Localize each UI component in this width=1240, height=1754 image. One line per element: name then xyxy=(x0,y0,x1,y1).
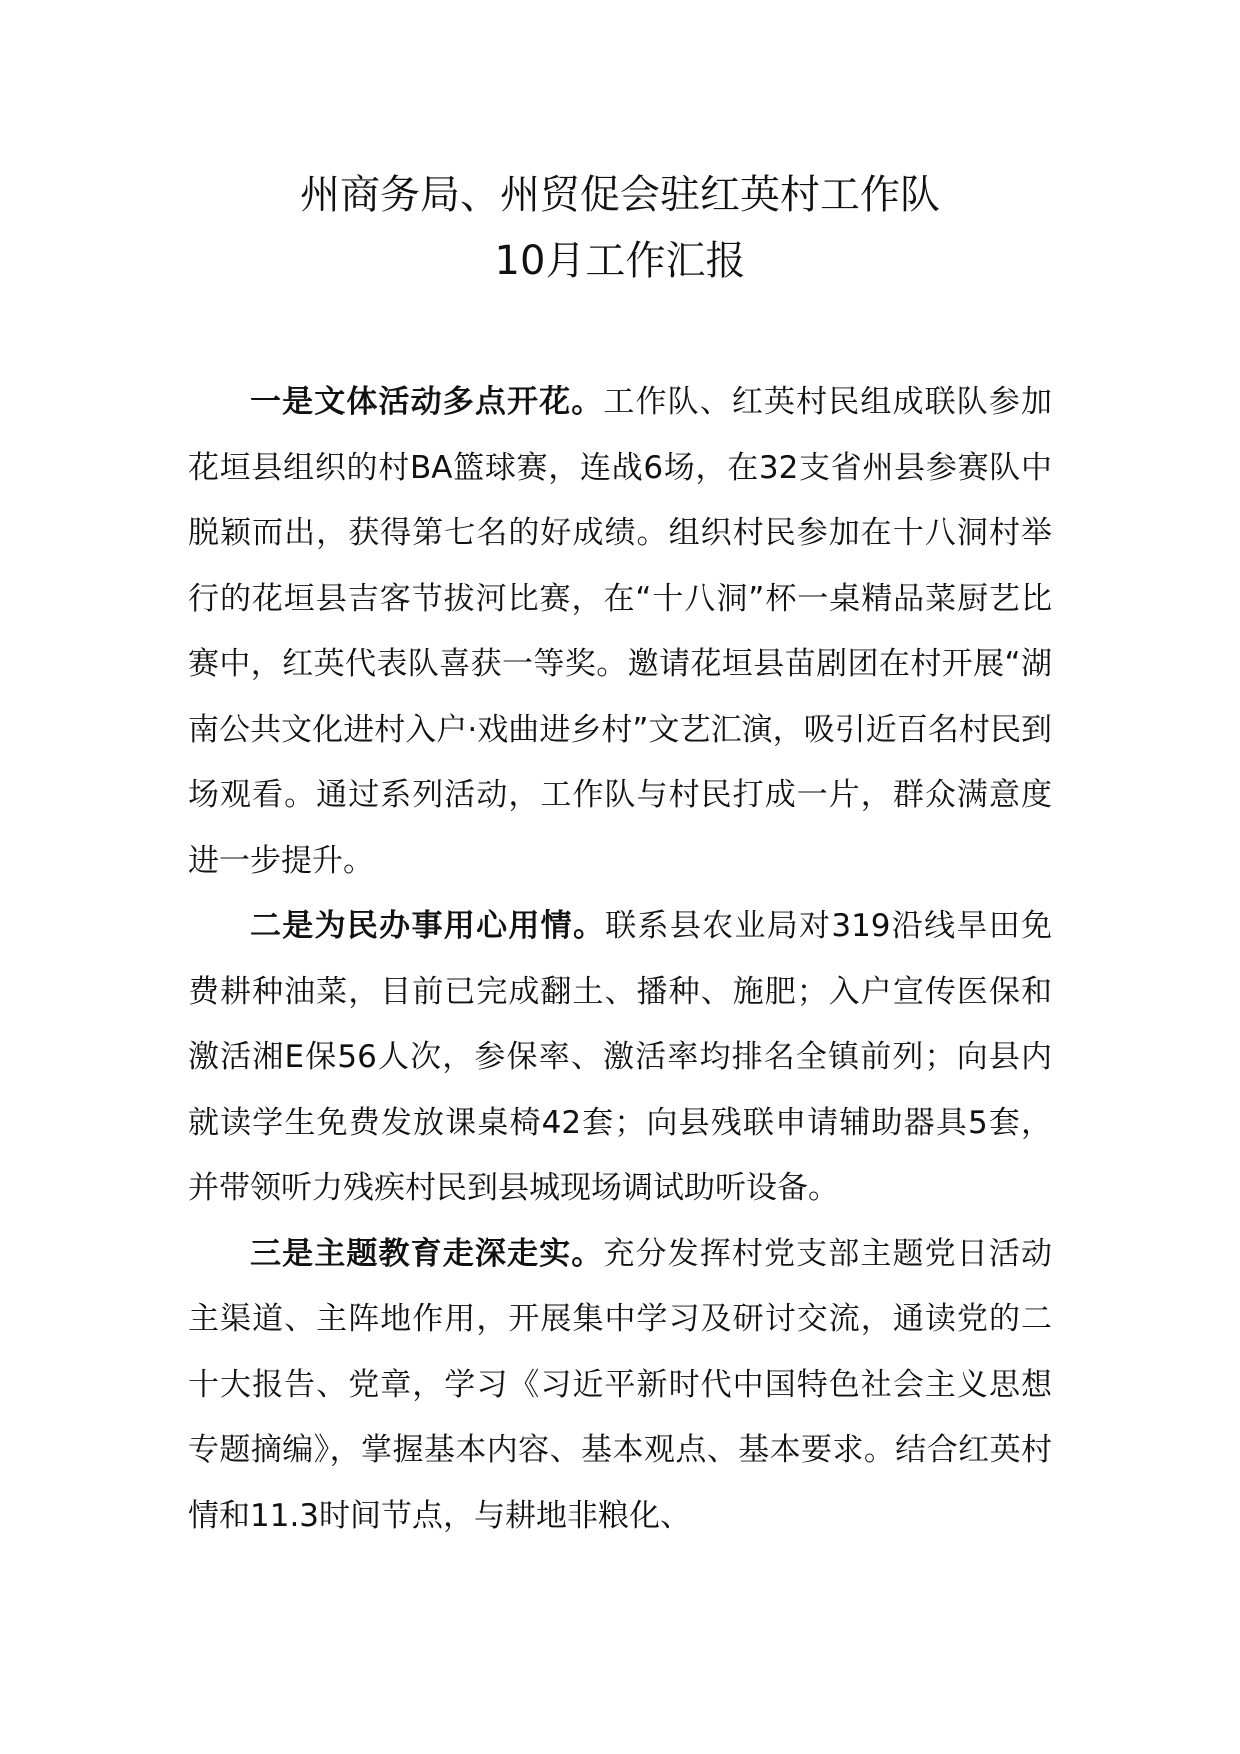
document-title-line-2: 10月工作汇报 xyxy=(494,238,746,284)
paragraph-lead: 二是为民办事用心用情。 xyxy=(250,908,606,944)
paragraph-theme-education xyxy=(188,1222,1052,1550)
document-body xyxy=(188,370,1052,1549)
paragraph-lead: 三是主题教育走深走实。 xyxy=(250,1235,604,1272)
paragraph-text: 工作队、红英村民组成联队参加花垣县组织的村BA篮球赛，连战6场，在32支省州县参赛队中脱颖而出，获得第七名的好成绩。组织村民参加在十八洞村举行的花垣县吉客节拔河比赛，在“十八洞”杯一桌精品菜厨艺比赛中，红英代表队喜获一等奖。邀请花垣县苗剧团在村开展“湖南公共文化进村入户·戏曲进乡村”文艺汇演，吸引近百名村民到场观看。通过系列活动，工作队与村民打成一片，群众满意度进一步提升。 xyxy=(188,384,1052,879)
paragraph-lead: 一是文体活动多点开花。 xyxy=(250,384,604,420)
document-title-line-1: 州商务局、州贸促会驻红英村工作队 xyxy=(300,172,940,218)
paragraph-cultural-activities xyxy=(188,370,1052,894)
paragraph-public-service xyxy=(188,894,1052,1222)
paragraph-text: 联系县农业局对319沿线旱田免费耕种油菜，目前已完成翻土、播种、施肥；入户宣传医保和激活湘E保56人次，参保率、激活率均排名全镇前列；向县内就读学生免费发放课桌椅42套；向县残联申请辅助器具5套，并带领听力残疾村民到县城现场调试助听设备。 xyxy=(188,908,1052,1206)
paragraph-text: 充分发挥村党支部主题党日活动主渠道、主阵地作用，开展集中学习及研讨交流，通读党的二十大报告、党章，学习《习近平新时代中国特色社会主义思想专题摘编》，掌握基本内容、基本观点、基本要求。结合红英村情和11.3时间节点，与耕地非粮化、 xyxy=(188,1235,1052,1534)
